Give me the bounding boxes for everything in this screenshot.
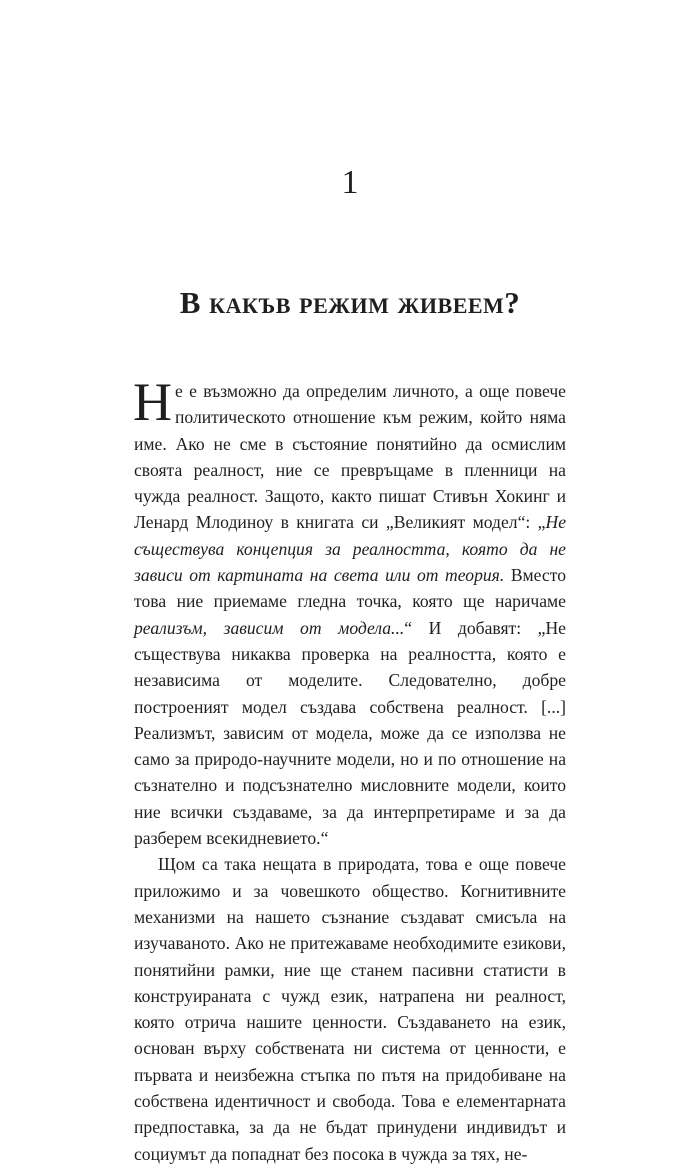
paragraph-1-text-3: “ И добавят: „Не съществува никаква проверка на реалността, която е независима от моделите. Следователно, добре построеният модел създава собствена реалност. [...] Реализмът, зависим от модела, може да се използва не само за природо-научните модели, но и по отношение на съзнателно и подсъзнателно мисловните модели, които ние всички създаваме, за да интерпретираме и за да разберем всекидневието.“ (134, 617, 566, 849)
drop-cap: Н (133, 372, 172, 432)
paragraph-2: Щом са така нещата в природата, това е още повече приложимо и за човешкото общество. Когнитивните механизми на нашето съзнание създават смисъла на изучаваното. Ако не притежаваме необходимите езикови, понятийни рамки, ние ще станем пасивни статисти в конструираната с чужд език, натрапена ни реалност, която отрича нашите ценности. Създаването на език, основан върху собствената ни система от ценности, е първата и неизбежна стъпка по пътя на придобиване на собствена идентичност и свобода. Това е елементарната предпоставка, за да не бъдат принудени индивидът и социумът да попаднат без посока в чужда за тях, не- (134, 854, 566, 1164)
quote-italic-2: реализъм, зависим от модела... (134, 617, 405, 638)
chapter-body (133, 372, 566, 1167)
paragraph-1 (133, 372, 566, 851)
paragraph-1-text-2: Вместо това ние приемаме гледна точка, която ще наричаме (134, 565, 566, 612)
quote-italic-1: Не съществува концепция за реалността, която да не зависи от картината на света или от теория. (134, 512, 566, 586)
chapter-number: 1 (341, 164, 359, 201)
chapter-title: В какъв режим живеем? (179, 285, 521, 320)
paragraph-1-text-1: е е възможно да определим личното, а още повече политическото отношение към режим, който няма име. Ако не сме в състояние понятийно да осмислим своята реалност, ние се превръщаме в пленници на чужда реалност. Защото, както пишат Стивън Хокинг и Ленард Млодиноу в книгата си „Великият модел“: „ (134, 381, 566, 533)
